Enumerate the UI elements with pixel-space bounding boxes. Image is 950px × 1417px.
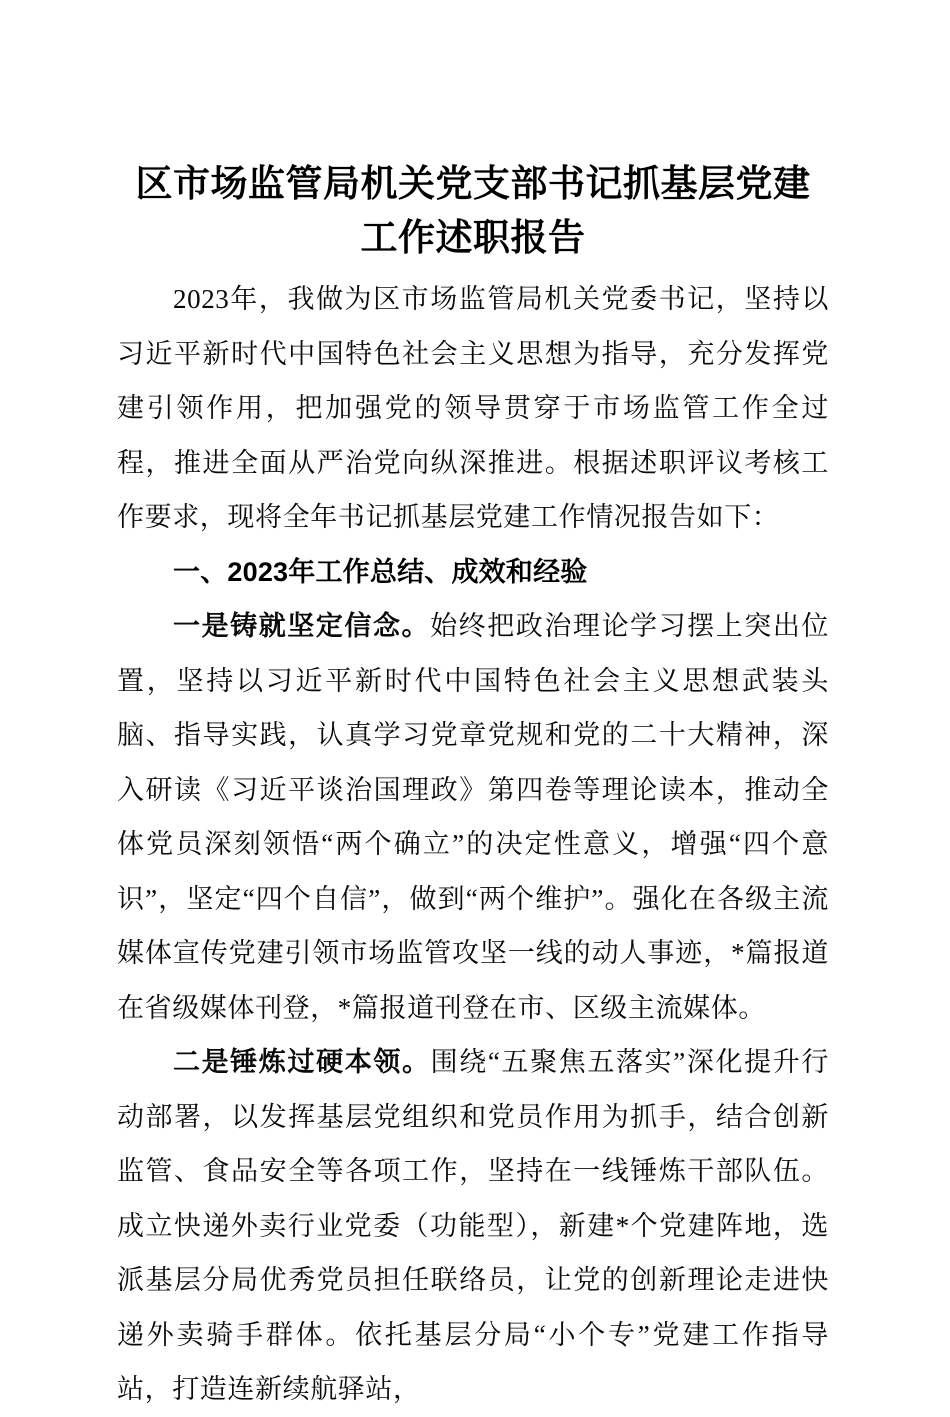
paragraph-text: 2023年，我做为区市场监管局机关党委书记，坚持以习近平新时代中国特色社会主义思想为指导，充分发挥党建引领作用，把加强党的领导贯穿于市场监管工作全过程，推进全面从严治党向纵深推进。根据述职评议考核工作要求，现将全年书记抓基层党建工作情况报告如下： bbox=[117, 284, 829, 532]
section-heading: 一、2023年工作总结、成效和经验 bbox=[173, 556, 588, 587]
paragraph bbox=[117, 599, 829, 1035]
page-title: 区市场监管局机关党支部书记抓基层党建工作述职报告 bbox=[135, 163, 811, 259]
paragraph bbox=[117, 272, 829, 545]
paragraph-lead: 一是铸就坚定信念。 bbox=[173, 611, 431, 641]
paragraph-text: 围绕“五聚焦五落实”深化提升行动部署，以发挥基层党组织和党员作用为抓手，结合创新监管、食品安全等各项工作，坚持在一线锤炼干部队伍。成立快递外卖行业党委（功能型），新建*个党建阵地，选派基层分局优秀党员担任联络员，让党的创新理论走进快递外卖骑手群体。依托基层分局“小个专”党建工作指导站，打造连新续航驿站， bbox=[117, 1047, 830, 1404]
paragraph-lead: 二是锤炼过硬本领。 bbox=[173, 1047, 431, 1077]
document-body bbox=[117, 272, 829, 1417]
paragraph bbox=[117, 1035, 829, 1417]
paragraph-text: 始终把政治理论学习摆上突出位置，坚持以习近平新时代中国特色社会主义思想武装头脑、指导实践，认真学习党章党规和党的二十大精神，深入研读《习近平谈治国理政》第四卷等理论读本，推动全体党员深刻领悟“两个确立”的决定性意义，增强“四个意识”，坚定“四个自信”，做到“两个维护”。强化在各级主流媒体宣传党建引领市场监管攻坚一线的动人事迹，*篇报道在省级媒体刊登，*篇报道刊登在市、区级主流媒体。 bbox=[117, 611, 829, 1023]
